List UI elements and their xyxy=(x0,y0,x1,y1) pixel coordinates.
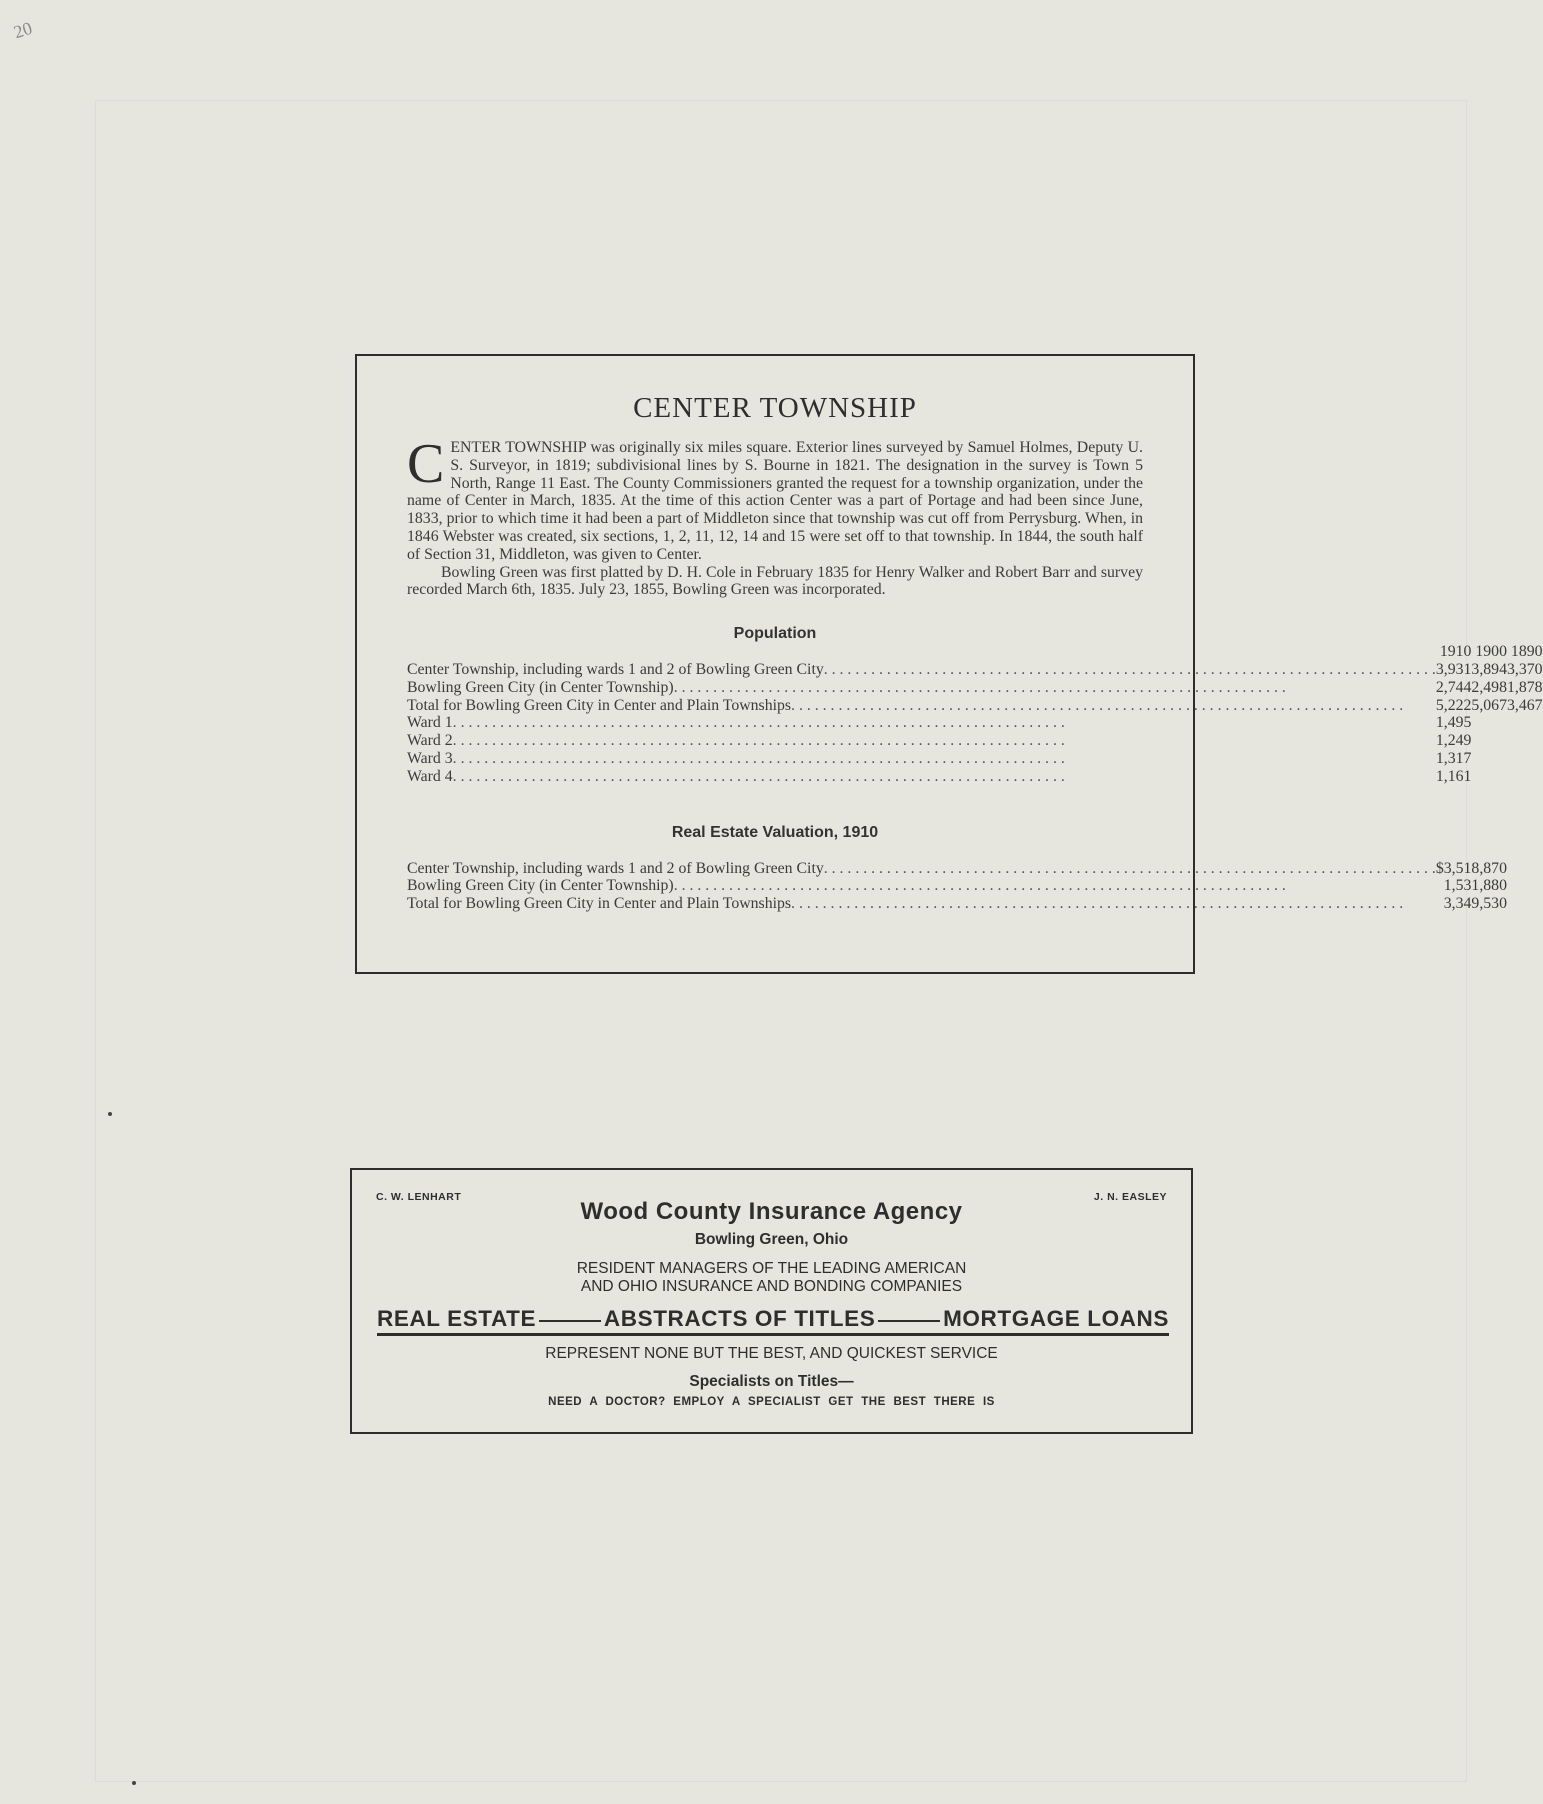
col-1890: 1890 xyxy=(1510,643,1543,661)
resident-line-1: RESIDENT MANAGERS OF THE LEADING AMERICAN xyxy=(576,1260,967,1277)
valuation-heading: Real Estate Valuation, 1910 xyxy=(671,823,879,841)
population-row-label: Total for Bowling Green City in Center and Plain Townships . . . xyxy=(407,697,1436,715)
population-1890-value xyxy=(1507,732,1543,750)
ad-service-line: REPRESENT NONE BUT THE BEST, AND QUICKEST SERVICE xyxy=(545,1345,998,1362)
ad-services-banner xyxy=(377,1306,1169,1336)
population-1900-value xyxy=(1471,732,1507,750)
population-row-label: Bowling Green City (in Center Township) . . . xyxy=(407,679,1436,697)
population-1900-value xyxy=(1471,714,1507,732)
center-township-article xyxy=(355,354,1543,974)
article-paragraph-1 xyxy=(407,433,1143,564)
population-1910-value: 1,317 xyxy=(1435,749,1472,767)
valuation-row-label: Bowling Green City (in Center Township) . . . xyxy=(407,877,1436,895)
valuation-row-label: Center Township, including wards 1 and 2 of Bowling Green City . . . xyxy=(407,860,1436,878)
population-row xyxy=(407,697,1543,715)
drop-cap: C xyxy=(407,433,445,495)
population-1900-value xyxy=(1471,750,1507,768)
population-1910-value: 5,222 xyxy=(1435,696,1472,714)
population-1900-value: 5,067 xyxy=(1471,696,1507,714)
population-1910-value: 1,249 xyxy=(1435,732,1472,750)
article-paragraph-2: Bowling Green was first platted by D. H. Cole in February 1835 for Henry Walker and Robert Barr and survey recorded March 6th, 1835. July 23, 1855, Bowling Green was incorporated. xyxy=(407,563,1143,599)
article-title: CENTER TOWNSHIP xyxy=(633,392,917,424)
population-row-label: Ward 1 . . . xyxy=(407,714,1436,732)
ad-doctor-line: NEED A DOCTOR? EMPLOY A SPECIALIST GET THE BEST THERE IS xyxy=(548,1396,995,1408)
ad-left-name: C. W. LENHART xyxy=(376,1191,462,1203)
ad-title: Wood County Insurance Agency xyxy=(580,1198,963,1225)
banner-dash xyxy=(539,1320,601,1322)
population-row xyxy=(407,750,1543,768)
population-1890-value xyxy=(1507,714,1543,732)
ad-specialists: Specialists on Titles— xyxy=(689,1373,854,1390)
banner-mortgage: MORTGAGE LOANS xyxy=(943,1306,1169,1331)
population-1910-value: 2,744 xyxy=(1435,678,1472,696)
population-row-label: Center Township, including wards 1 and 2 of Bowling Green City . . . xyxy=(407,661,1436,679)
population-row-label: Ward 4 . . . xyxy=(407,768,1436,786)
population-1890-value xyxy=(1507,750,1543,768)
population-1890-value: 1,878 xyxy=(1506,678,1543,696)
valuation-dollar-sign: $ xyxy=(1435,859,1444,877)
population-row xyxy=(407,714,1543,732)
valuation-dollar-sign xyxy=(1436,877,1444,895)
population-1890-value: 3,370 xyxy=(1506,660,1543,678)
ad-resident-managers xyxy=(352,1260,1191,1296)
page-number-mark: 20 xyxy=(11,17,35,43)
article-body xyxy=(407,433,1143,599)
population-header-row xyxy=(407,643,1543,661)
population-1910-value: 3,931 xyxy=(1435,660,1472,678)
population-row xyxy=(407,732,1543,750)
ad-city: Bowling Green, Ohio xyxy=(694,1231,849,1248)
valuation-dollar-sign xyxy=(1436,895,1444,913)
population-1910-value: 1,161 xyxy=(1435,767,1472,785)
valuation-row xyxy=(407,877,1507,895)
valuation-rows xyxy=(407,860,1507,913)
population-heading: Population xyxy=(733,625,817,643)
valuation-row-label: Total for Bowling Green City in Center and Plain Townships . . . xyxy=(407,895,1436,913)
valuation-row xyxy=(407,860,1507,878)
paragraph-1-text: ENTER TOWNSHIP was originally six miles square. Exterior lines surveyed by Samuel Holmes, Deputy U. S. Surveyor, in 1819; subdivisional lines by S. Bourne in 1821. The designation in the survey is Town 5 North, Range 11 East. The County Commissioners granted the request for a township organization, under the name of Center in March, 1835. At the time of this action Center was a part of Portage and had been since June, 1833, prior to which time it had been a part of Middleton since that township was cut off from Perrysburg. When, in 1846 Webster was created, six sections, 1, 2, 11, 12, 14 and 15 were set off to that township. In 1844, the south half of Section 31, Middleton, was given to Center. xyxy=(407,439,1143,563)
valuation-table xyxy=(407,860,1507,913)
population-row-label: Ward 2 . . . xyxy=(407,732,1436,750)
population-row xyxy=(407,679,1543,697)
insurance-agency-ad xyxy=(350,1168,1193,1434)
population-1890-value: 3,467 xyxy=(1506,696,1543,714)
valuation-amount: 1,531,880 xyxy=(1443,877,1507,895)
population-label-header xyxy=(407,643,1436,661)
ad-right-name: J. N. EASLEY xyxy=(1093,1191,1167,1203)
banner-real-estate: REAL ESTATE xyxy=(377,1306,537,1331)
valuation-amount: 3,518,870 xyxy=(1443,859,1507,877)
valuation-amount: 3,349,530 xyxy=(1443,895,1507,913)
population-row xyxy=(407,768,1543,786)
valuation-row xyxy=(407,895,1507,913)
population-table xyxy=(407,643,1543,785)
resident-line-2: AND OHIO INSURANCE AND BONDING COMPANIES xyxy=(580,1278,963,1295)
population-1890-value xyxy=(1507,768,1543,786)
population-row xyxy=(407,661,1543,679)
population-rows xyxy=(407,661,1543,786)
col-1910: 1910 xyxy=(1439,643,1472,661)
population-1910-value: 1,495 xyxy=(1435,714,1472,732)
population-1900-value: 3,894 xyxy=(1471,660,1507,678)
paper-speck xyxy=(108,1112,112,1116)
col-1900: 1900 xyxy=(1475,643,1507,661)
banner-dash xyxy=(878,1320,940,1322)
banner-abstracts: ABSTRACTS OF TITLES xyxy=(603,1306,876,1331)
population-row-label: Ward 3 . . . xyxy=(407,750,1436,768)
population-1900-value: 2,498 xyxy=(1471,678,1507,696)
paper-speck xyxy=(132,1781,136,1785)
population-1900-value xyxy=(1471,768,1507,786)
